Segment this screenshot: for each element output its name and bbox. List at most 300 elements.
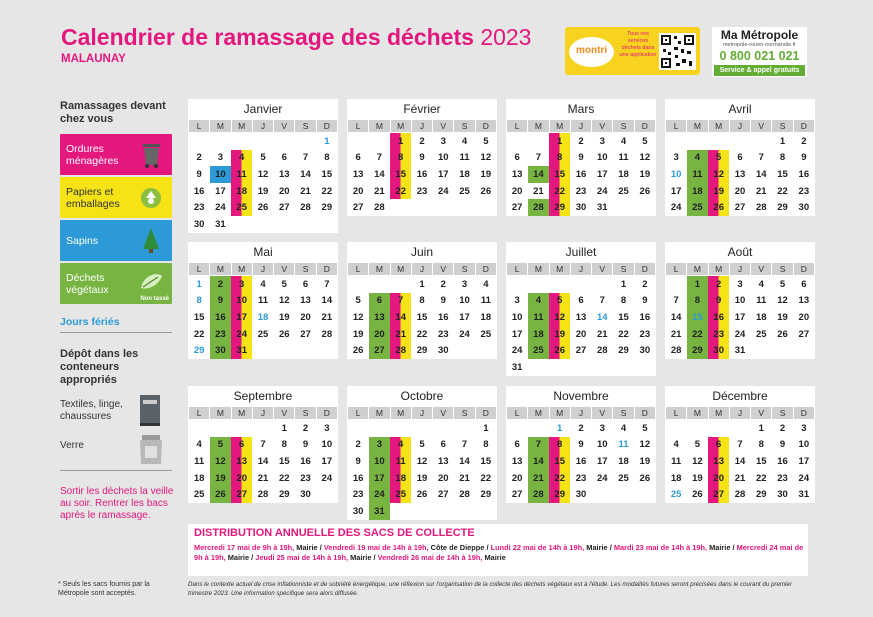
day-cell: 10 <box>369 453 390 470</box>
day-cell: 29 <box>549 486 570 503</box>
day-cell: 6 <box>369 293 390 310</box>
day-cell: 12 <box>257 168 269 180</box>
day-cell: 21 <box>528 470 549 487</box>
empty-cell <box>433 199 454 216</box>
day-cell: 25 <box>480 328 492 340</box>
weekday-header: J <box>729 407 750 420</box>
month-title: Novembre <box>553 389 609 403</box>
day-cell: 7 <box>673 295 679 307</box>
weekday-header: J <box>411 263 432 276</box>
empty-cell <box>274 216 295 233</box>
day-cell: 8 <box>549 150 570 167</box>
empty-cell <box>751 342 772 359</box>
day-cell: 11 <box>480 295 491 307</box>
day-cell: 31 <box>798 489 810 501</box>
month-octobre <box>347 386 497 520</box>
weekday-header: V <box>433 263 454 276</box>
month-table <box>188 119 338 233</box>
metropole-box <box>712 27 807 77</box>
weekday-header: L <box>348 263 369 276</box>
day-cell: 10 <box>210 166 231 183</box>
day-cell: 28 <box>321 328 333 340</box>
weekday-header: V <box>751 407 772 420</box>
day-cell: 16 <box>575 455 587 467</box>
day-cell: 13 <box>231 453 252 470</box>
weekday-header: S <box>295 407 316 420</box>
trash-bin-icon <box>136 139 166 169</box>
day-cell: 18 <box>528 326 549 343</box>
day-cell: 22 <box>480 472 492 484</box>
day-cell: 28 <box>528 486 549 503</box>
empty-cell <box>411 503 432 520</box>
day-cell: 27 <box>437 489 449 501</box>
empty-cell <box>592 359 613 376</box>
day-cell: 29 <box>777 202 788 214</box>
day-cell: 16 <box>437 311 449 323</box>
empty-cell <box>189 420 210 437</box>
empty-cell <box>708 420 729 437</box>
day-cell: 19 <box>639 168 651 180</box>
day-cell: 15 <box>321 168 333 180</box>
weekday-header: V <box>433 407 454 420</box>
day-cell: 14 <box>321 295 333 307</box>
weekday-header: M <box>390 407 411 420</box>
day-cell: 21 <box>321 311 333 323</box>
weekday-header: D <box>793 263 814 276</box>
bottom-note: Dans le contexte actuel de crise inflationniste et de sobriété énergétique, une réflexion sur l'organisation de la collecte des déchets végétaux est à l'étude. Les modalités futures seront précisées dans le courant du premier trimestre 2023. Une information spécifique sera alors diffusée. <box>188 581 792 597</box>
month-novembre <box>506 386 656 503</box>
month-title: Août <box>727 245 753 259</box>
day-cell: 22 <box>777 185 788 197</box>
empty-cell <box>369 133 390 150</box>
weekday-header: D <box>316 407 337 420</box>
month-table <box>347 262 497 359</box>
day-cell: 6 <box>708 437 729 454</box>
empty-cell <box>454 503 475 520</box>
day-cell: 27 <box>511 202 523 214</box>
empty-cell <box>475 199 496 216</box>
day-cell: 26 <box>352 345 364 357</box>
day-cell: 18 <box>687 183 708 200</box>
empty-cell <box>274 342 295 359</box>
empty-cell <box>507 133 528 150</box>
day-cell: 5 <box>642 422 648 434</box>
distribution-box <box>188 524 808 576</box>
day-cell: 1 <box>557 422 563 434</box>
day-cell: 5 <box>708 150 729 167</box>
day-cell: 7 <box>260 439 266 451</box>
day-cell: 13 <box>369 309 390 326</box>
day-cell: 11 <box>756 295 767 307</box>
day-cell: 20 <box>734 185 746 197</box>
day-cell: 25 <box>231 199 252 216</box>
distribution-title: DISTRIBUTION ANNUELLE DES SACS DE COLLECTE <box>194 527 475 539</box>
weekday-header: M <box>369 407 390 420</box>
day-cell: 11 <box>671 455 682 467</box>
dist-date: Mercredi 24 mai de 9h à 19h, <box>194 543 804 562</box>
day-cell: 10 <box>321 439 333 451</box>
day-cell: 15 <box>480 455 492 467</box>
day-cell: 16 <box>575 168 587 180</box>
weekday-header: V <box>433 120 454 133</box>
empty-cell <box>189 133 210 150</box>
day-cell: 10 <box>511 311 523 323</box>
day-cell: 22 <box>416 328 428 340</box>
weekday-header: L <box>348 120 369 133</box>
weekday-header: D <box>475 120 496 133</box>
legend-label: Papiers et emballages <box>66 185 120 210</box>
day-cell: 17 <box>231 309 252 326</box>
day-cell: 7 <box>302 152 309 164</box>
empty-cell <box>592 486 613 503</box>
metropole-url[interactable]: metropole-rouen-normandie.fr <box>722 42 797 48</box>
empty-cell <box>348 276 369 293</box>
day-cell: 6 <box>737 152 743 164</box>
montri-logo <box>569 37 614 67</box>
day-cell: 4 <box>461 135 468 147</box>
weekday-header: J <box>729 263 750 276</box>
day-cell: 13 <box>352 168 364 180</box>
empty-cell <box>390 503 411 520</box>
legend-label: Ordures ménagères <box>66 142 119 167</box>
day-cell: 2 <box>578 422 584 434</box>
title-year: 2023 <box>480 24 532 50</box>
day-cell: 3 <box>514 295 520 307</box>
day-cell: 21 <box>734 472 746 484</box>
empty-cell <box>528 420 549 437</box>
day-cell: 2 <box>210 276 231 293</box>
empty-cell <box>772 342 793 359</box>
weekday-header: D <box>634 263 655 276</box>
weekday-header: V <box>592 263 613 276</box>
day-cell: 7 <box>528 437 549 454</box>
day-cell: 26 <box>692 489 703 501</box>
day-cell: 20 <box>708 470 729 487</box>
dist-date: Lundi 22 mai de 14h à 19h, <box>490 543 585 552</box>
day-cell: 12 <box>549 309 570 326</box>
day-cell: 17 <box>459 311 470 323</box>
day-cell: 18 <box>390 470 411 487</box>
weekday-header: J <box>411 407 432 420</box>
day-cell: 27 <box>231 486 252 503</box>
day-cell: 24 <box>215 202 226 214</box>
day-cell: 17 <box>596 455 608 467</box>
weekday-header: L <box>507 120 528 133</box>
day-cell: 28 <box>459 489 470 501</box>
day-cell: 20 <box>511 185 523 197</box>
day-cell: 28 <box>755 202 767 214</box>
weekday-header: V <box>592 120 613 133</box>
day-cell: 22 <box>321 185 333 197</box>
day-cell: 9 <box>302 439 309 451</box>
day-cell: 13 <box>708 453 729 470</box>
dist-place: Mairie <box>482 553 506 562</box>
day-cell: 1 <box>687 276 708 293</box>
day-cell: 15 <box>549 166 570 183</box>
day-cell: 12 <box>708 166 729 183</box>
empty-cell <box>549 276 570 293</box>
day-cell: 15 <box>755 455 767 467</box>
day-cell: 30 <box>708 342 729 359</box>
empty-cell <box>433 420 454 437</box>
day-cell: 20 <box>352 185 364 197</box>
day-cell: 22 <box>278 472 290 484</box>
metropole-phone[interactable]: 0 800 021 021 <box>719 49 800 63</box>
day-cell: 20 <box>511 472 523 484</box>
month-table <box>188 406 338 503</box>
dist-date: Mardi 23 mai de 14h à 19h, <box>613 543 708 552</box>
day-cell: 13 <box>511 455 523 467</box>
empty-cell <box>433 503 454 520</box>
weekday-header: M <box>369 263 390 276</box>
day-cell: 5 <box>483 135 489 147</box>
day-cell: 23 <box>193 202 205 214</box>
day-cell: 11 <box>257 295 268 307</box>
day-cell: 10 <box>437 152 449 164</box>
empty-cell <box>390 199 411 216</box>
day-cell: 19 <box>692 472 703 484</box>
leaves-icon <box>136 268 166 298</box>
day-cell: 29 <box>480 489 492 501</box>
day-cell: 2 <box>302 422 309 434</box>
day-cell: 30 <box>639 345 651 357</box>
montri-text: Tous vos services déchets dans une application <box>619 31 657 58</box>
month-février <box>347 99 497 216</box>
day-cell: 15 <box>193 311 205 323</box>
empty-cell <box>411 199 432 216</box>
day-cell: 12 <box>352 311 364 323</box>
day-cell: 14 <box>459 455 470 467</box>
day-cell: 24 <box>231 326 252 343</box>
day-cell: 9 <box>210 293 231 310</box>
day-cell: 6 <box>514 152 520 164</box>
day-cell: 8 <box>687 293 708 310</box>
day-cell: 23 <box>798 185 810 197</box>
dist-date: Jeudi 25 mai de 14h à 19h, <box>255 553 349 562</box>
day-cell: 6 <box>231 437 252 454</box>
day-cell: 2 <box>440 278 446 290</box>
day-cell: 13 <box>734 168 746 180</box>
empty-cell <box>634 199 655 216</box>
day-cell: 6 <box>355 152 361 164</box>
day-cell: 5 <box>549 293 570 310</box>
day-cell: 25 <box>618 472 629 484</box>
day-cell: 12 <box>278 295 290 307</box>
day-cell: 28 <box>596 345 608 357</box>
day-cell: 14 <box>755 168 767 180</box>
month-title: Juin <box>410 245 433 259</box>
weekday-header: J <box>252 120 273 133</box>
month-title: Mars <box>567 102 595 116</box>
weekday-header: S <box>454 263 475 276</box>
month-mars <box>506 99 656 216</box>
day-cell: 15 <box>416 311 428 323</box>
day-cell: 14 <box>300 168 311 180</box>
empty-cell <box>729 420 750 437</box>
month-title: Avril <box>728 102 752 116</box>
day-cell: 17 <box>596 168 608 180</box>
day-cell: 4 <box>483 278 489 290</box>
day-cell: 20 <box>231 470 252 487</box>
day-cell: 4 <box>687 150 708 167</box>
day-cell: 5 <box>779 278 786 290</box>
divider <box>60 470 172 471</box>
day-cell: 27 <box>369 342 390 359</box>
legend-label: Sapins <box>66 234 99 247</box>
textiles-label: Textiles, linge, chaussures <box>60 399 123 422</box>
day-cell: 25 <box>755 328 767 340</box>
day-cell: 8 <box>196 295 202 307</box>
day-cell: 23 <box>708 326 729 343</box>
empty-cell <box>411 420 432 437</box>
day-cell: 24 <box>596 185 608 197</box>
day-cell: 17 <box>511 328 523 340</box>
empty-cell <box>613 359 634 376</box>
weekday-header: M <box>231 263 252 276</box>
empty-cell <box>570 359 591 376</box>
day-cell: 23 <box>416 185 428 197</box>
day-cell: 20 <box>369 326 390 343</box>
empty-cell <box>369 420 390 437</box>
day-cell: 10 <box>459 295 470 307</box>
day-cell: 5 <box>260 152 266 164</box>
weekday-header: M <box>210 263 231 276</box>
qr-code-icon[interactable] <box>659 33 696 70</box>
day-cell: 13 <box>278 168 290 180</box>
day-cell: 7 <box>461 439 468 451</box>
day-cell: 8 <box>779 152 786 164</box>
month-table <box>188 262 338 359</box>
day-cell: 1 <box>620 278 627 290</box>
day-cell: 12 <box>692 455 703 467</box>
day-cell: 16 <box>708 309 729 326</box>
weekday-header: J <box>252 407 273 420</box>
day-cell: 4 <box>673 439 679 451</box>
dist-place: Mairie / <box>707 543 737 552</box>
day-cell: 3 <box>737 278 743 290</box>
day-cell: 27 <box>300 328 311 340</box>
day-cell: 10 <box>596 152 608 164</box>
weekday-header: L <box>666 407 687 420</box>
day-cell: 17 <box>369 470 390 487</box>
day-cell: 19 <box>210 470 231 487</box>
day-cell: 6 <box>578 295 584 307</box>
day-cell: 23 <box>437 328 449 340</box>
day-cell: 3 <box>217 152 224 164</box>
weekday-header: L <box>666 120 687 133</box>
day-cell: 27 <box>575 345 587 357</box>
weekday-header: M <box>231 120 252 133</box>
day-cell: 28 <box>734 489 746 501</box>
day-cell: 26 <box>210 486 231 503</box>
day-cell: 16 <box>352 472 364 484</box>
day-cell: 20 <box>575 328 587 340</box>
weekday-header: D <box>634 120 655 133</box>
day-cell: 6 <box>281 152 287 164</box>
day-cell: 14 <box>390 309 411 326</box>
legend-vegetaux <box>60 263 172 304</box>
day-cell: 26 <box>708 199 729 216</box>
day-cell: 18 <box>755 311 767 323</box>
day-cell: 5 <box>694 439 701 451</box>
day-cell: 29 <box>193 345 205 357</box>
weekday-header: S <box>772 407 793 420</box>
day-cell: 3 <box>599 135 605 147</box>
day-cell: 20 <box>798 311 810 323</box>
day-cell: 19 <box>278 311 290 323</box>
day-cell: 28 <box>390 342 411 359</box>
day-cell: 2 <box>801 135 807 147</box>
empty-cell <box>687 133 708 150</box>
month-juin <box>347 242 497 359</box>
day-cell: 4 <box>196 439 202 451</box>
day-cell: 16 <box>193 185 205 197</box>
empty-cell <box>793 342 814 359</box>
day-cell: 2 <box>642 278 648 290</box>
day-cell: 14 <box>734 455 746 467</box>
day-cell: 26 <box>278 328 290 340</box>
weekday-header: D <box>793 120 814 133</box>
day-cell: 2 <box>779 422 786 434</box>
month-title: Janvier <box>243 102 283 116</box>
day-cell: 10 <box>798 439 810 451</box>
weekday-header: J <box>252 263 273 276</box>
day-cell: 26 <box>549 342 570 359</box>
day-cell: 14 <box>528 166 549 183</box>
day-cell: 17 <box>734 311 746 323</box>
day-cell: 21 <box>459 472 470 484</box>
day-cell: 1 <box>419 278 425 290</box>
weekday-header: S <box>772 263 793 276</box>
day-cell: 25 <box>390 486 411 503</box>
day-cell: 6 <box>302 278 309 290</box>
day-cell: 13 <box>798 295 810 307</box>
day-cell: 7 <box>737 439 743 451</box>
day-cell: 7 <box>758 152 764 164</box>
day-cell: 23 <box>575 472 587 484</box>
montri-banner[interactable] <box>565 27 700 75</box>
day-cell: 9 <box>196 168 202 180</box>
empty-cell <box>666 420 687 437</box>
empty-cell <box>613 486 634 503</box>
weekday-header: J <box>570 120 591 133</box>
empty-cell <box>528 276 549 293</box>
weekday-header: D <box>634 407 655 420</box>
weekday-header: D <box>475 407 496 420</box>
day-cell: 24 <box>596 472 608 484</box>
empty-cell <box>210 420 231 437</box>
day-cell: 28 <box>528 199 549 216</box>
day-cell: 12 <box>416 455 428 467</box>
metropole-title: Ma Métropole <box>720 28 799 42</box>
empty-cell <box>687 420 708 437</box>
day-cell: 6 <box>801 278 807 290</box>
weekday-header: M <box>687 263 708 276</box>
montri-logo-text: montri <box>576 45 608 56</box>
day-cell: 23 <box>575 185 587 197</box>
day-cell: 15 <box>618 311 629 323</box>
day-cell: 23 <box>777 472 788 484</box>
day-cell: 8 <box>483 439 489 451</box>
day-cell: 30 <box>300 489 311 501</box>
day-cell: 10 <box>596 439 608 451</box>
empty-cell <box>528 133 549 150</box>
month-mai <box>188 242 338 359</box>
day-cell: 10 <box>670 168 682 180</box>
day-cell: 15 <box>390 166 411 183</box>
empty-cell <box>369 276 390 293</box>
weekday-header: J <box>411 120 432 133</box>
